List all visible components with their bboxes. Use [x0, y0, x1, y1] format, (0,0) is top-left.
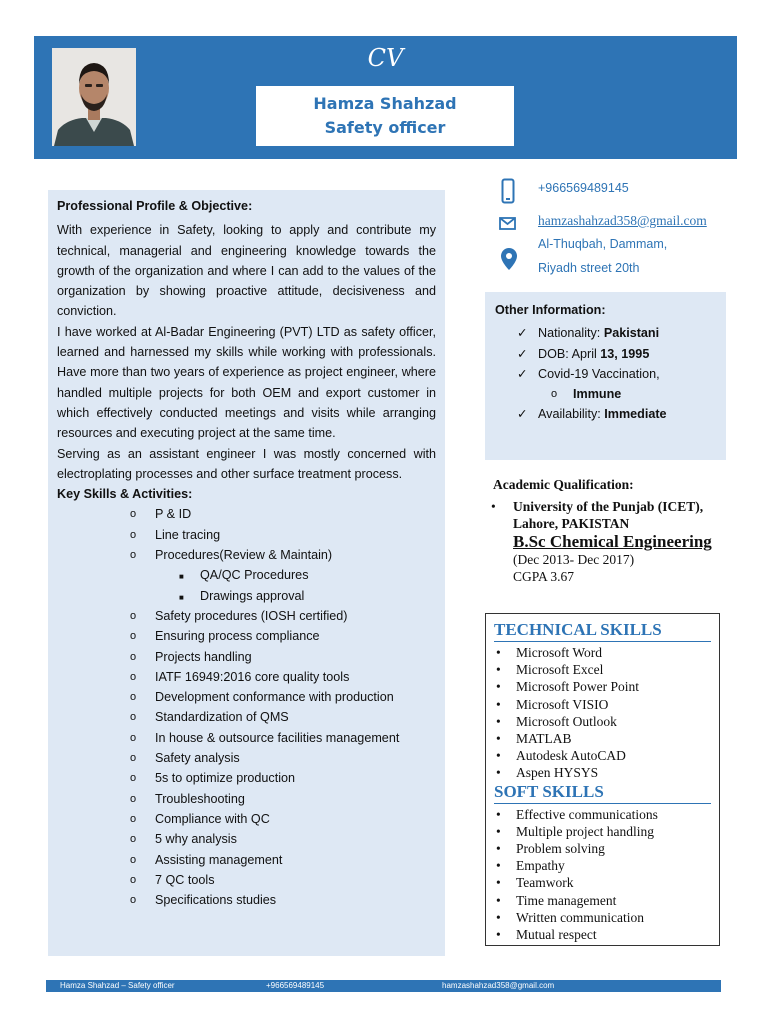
footer-phone: +966569489145 — [266, 981, 325, 990]
list-item: • Empathy — [496, 858, 565, 874]
email-row — [495, 212, 735, 232]
academic-heading: Academic Qualification: — [493, 477, 634, 492]
soft-skills-heading: SOFT SKILLS — [494, 782, 711, 804]
footer-bar — [46, 980, 721, 992]
other-info-heading: Other Information: — [495, 303, 606, 317]
technical-skills-list — [494, 644, 711, 782]
person-name: Hamza Shahzad — [313, 94, 457, 113]
address-row — [495, 234, 735, 282]
phone-row — [495, 176, 735, 206]
key-skills-list — [130, 504, 436, 910]
profile-panel — [48, 190, 445, 956]
list-item: • Aspen HYSYS — [496, 765, 599, 781]
footer-name: Hamza Shahzad – Safety officer — [60, 981, 175, 990]
list-item: o Development conformance with production — [130, 690, 394, 705]
list-item: • MATLAB — [496, 731, 572, 747]
list-item: o 5 why analysis — [130, 832, 237, 847]
list-item: o P & ID — [130, 507, 192, 522]
profile-photo — [52, 48, 136, 146]
nationality-item: ✓ Nationality: Pakistani — [517, 323, 716, 343]
list-item: o 5s to optimize production — [130, 771, 296, 786]
check-icon: ✓ — [517, 346, 528, 361]
header-banner — [34, 36, 737, 159]
address-line-1: Al-Thuqbah, Dammam, — [538, 237, 668, 251]
list-item: • Teamwork — [496, 875, 574, 891]
list-item: ■ Drawings approval — [179, 588, 305, 603]
soft-skills-list — [494, 806, 711, 944]
list-item: • Mutual respect — [496, 927, 597, 943]
profile-paragraph: I have worked at Al-Badar Engineering (PVT) LTD as safety officer, learned and harnessed my skills while working with professionals. Have more than two years of experience as project engineer, where handled multiple projects for both OEM and export customer in which effectively conducted meetings and visits while arranging resources and executing project at the same time. — [57, 324, 436, 441]
list-item: • Microsoft Power Point — [496, 679, 639, 695]
list-item: • Autodesk AutoCAD — [496, 748, 626, 764]
list-item: o Standardization of QMS — [130, 710, 289, 725]
list-item: • Problem solving — [496, 841, 605, 857]
list-item: • Time management — [496, 892, 617, 908]
list-item: o Safety analysis — [130, 751, 240, 766]
footer-email: hamzashahzad358@gmail.com — [442, 981, 555, 990]
technical-skills-heading: TECHNICAL SKILLS — [494, 620, 711, 642]
list-item: o Procedures(Review & Maintain) — [130, 548, 333, 563]
list-item: o Compliance with QC — [130, 811, 270, 826]
list-item: o IATF 16949:2016 core quality tools — [130, 669, 350, 684]
academic-dates: (Dec 2013- Dec 2017) — [513, 552, 635, 567]
list-item: o In house & outsource facilities management — [130, 730, 400, 745]
list-item: o Troubleshooting — [130, 791, 245, 806]
address-line-2: Riyadh street 20th — [538, 261, 640, 275]
other-info-box — [485, 292, 726, 460]
name-box — [256, 86, 514, 146]
job-title: Safety officer — [324, 118, 446, 137]
availability-item: ✓ Availability: Immediate — [517, 404, 716, 424]
email-link[interactable]: hamzashahzad358@gmail.com — [538, 213, 707, 228]
list-item: o 7 QC tools — [130, 872, 215, 887]
skills-box — [485, 613, 720, 946]
list-item: • Microsoft Outlook — [496, 713, 617, 729]
location-pin-icon — [501, 248, 517, 273]
check-icon: ✓ — [517, 326, 528, 341]
list-item: o Safety procedures (IOSH certified) — [130, 608, 348, 623]
dob-item: ✓ DOB: April 13, 1995 — [517, 344, 716, 364]
profile-paragraph: Serving as an assistant engineer I was mostly concerned with electroplating processes and other surface treatment process. — [57, 446, 436, 481]
phone-text[interactable]: +966569489145 — [538, 181, 629, 195]
academic-section — [493, 476, 733, 585]
phone-icon — [501, 178, 515, 207]
list-item: o Line tracing — [130, 527, 221, 542]
other-info-list — [517, 323, 716, 424]
check-icon: ✓ — [517, 407, 528, 422]
degree-title: B.Sc Chemical Engineering — [513, 532, 712, 551]
university-name: University of the Punjab (ICET), Lahore, PAKISTAN — [513, 499, 704, 531]
list-item: • Microsoft Word — [496, 645, 603, 660]
profile-paragraph: With experience in Safety, looking to apply and contribute my technical, managerial and engineering knowledge towards the growth of the organization and where I can add to the values of the organization by showing proactive attitude, decisiveness and conviction. — [57, 223, 436, 319]
profile-heading: Professional Profile & Objective: — [57, 199, 253, 213]
check-icon: ✓ — [517, 366, 528, 381]
list-item: o Ensuring process compliance — [130, 629, 320, 644]
list-item: ■ QA/QC Procedures — [179, 568, 309, 583]
academic-cgpa: CGPA 3.67 — [513, 569, 575, 584]
list-item: • Multiple project handling — [496, 823, 654, 839]
list-item: • Written communication — [496, 909, 645, 925]
academic-entry: • University of the Punjab (ICET), Lahore, PAKISTAN B.Sc Chemical Engineering (Dec 2013- Dec 2017) CGPA 3.67 — [493, 498, 733, 585]
list-item: o Specifications studies — [130, 893, 277, 908]
covid-item: ✓ Covid-19 Vaccination, — [517, 364, 716, 384]
list-item: o Assisting management — [130, 852, 283, 867]
key-skills-heading: Key Skills & Activities: — [57, 487, 193, 502]
list-item: o Projects handling — [130, 649, 252, 664]
list-item: • Microsoft VISIO — [496, 696, 609, 712]
cv-title: CV — [367, 44, 404, 72]
covid-status-item: o Immune — [551, 387, 622, 402]
list-item: • Effective communications — [496, 806, 658, 822]
sub-list-container — [130, 565, 436, 606]
list-item: • Microsoft Excel — [496, 662, 604, 678]
envelope-icon — [499, 217, 516, 233]
